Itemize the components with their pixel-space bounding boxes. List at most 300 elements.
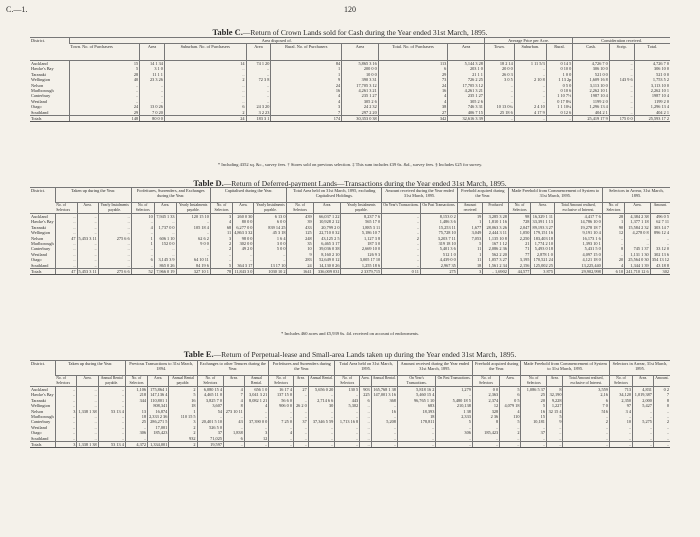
row-district: Southland — [31, 262, 49, 268]
column-header: Area. — [233, 203, 254, 214]
table-cell: 5,656 0 20 — [308, 387, 335, 393]
table-cell: 2 — [210, 241, 232, 246]
table-cell: .. — [653, 430, 670, 435]
totals-label: Totals — [30, 116, 69, 122]
table-cell: 178,811 — [397, 419, 435, 424]
table-cell: .. — [293, 392, 308, 397]
table-d — [30, 187, 670, 275]
total-cell: .. — [244, 442, 269, 448]
column-header: Area. — [77, 376, 98, 387]
table-cell: .. — [98, 252, 131, 257]
table-cell: 2,350 — [609, 398, 632, 403]
table-cell: 16,173 1 6 — [554, 236, 602, 241]
table-cell: 12 — [244, 436, 269, 442]
table-cell: 33 12 0 — [650, 246, 670, 251]
table-cell: .. — [244, 425, 269, 430]
total-cell: 4,372 — [125, 442, 147, 448]
table-cell: 10 0 0 — [342, 72, 379, 77]
district-header: District. — [30, 38, 69, 61]
table-cell: 390 3 31 — [342, 77, 379, 82]
table-cell: 110,801 1 — [148, 398, 169, 403]
table-cell: 3 — [55, 409, 77, 414]
table-cell: 29 — [69, 110, 139, 116]
table-cell: .. — [210, 257, 232, 262]
table-cell: .. — [131, 230, 154, 235]
table-cell: .. — [609, 72, 634, 77]
total-cell: .. — [371, 442, 397, 448]
table-cell: 20,401 5 10 — [197, 419, 223, 424]
column-header: On Past Transactions. — [420, 203, 457, 214]
total-cell: .. — [500, 442, 521, 448]
table-cell: 606 1 10 — [154, 236, 176, 241]
table-cell: .. — [382, 219, 421, 224]
row-district: Taranaki — [31, 397, 46, 403]
table-cell: 0 2 — [653, 387, 670, 393]
table-cell: 10 — [287, 246, 313, 251]
column-header: Annual Rental payable. — [98, 376, 125, 387]
table-cell: .. — [77, 252, 98, 257]
table-cell: 167 1 12 — [483, 241, 509, 246]
table-cell: .. — [436, 392, 473, 397]
column-header: Annual Rental payable. — [169, 376, 197, 387]
table-cell: .. — [563, 414, 609, 419]
table-cell: 303 14 7 — [650, 225, 670, 230]
table-cell: 66,037 1 22 — [313, 214, 341, 220]
table-cell: 187 3 0 — [341, 241, 382, 246]
table-cell: 19 — [457, 214, 482, 220]
table-cell: 906 0 0 — [269, 403, 294, 408]
table-cell: 6 — [500, 392, 521, 397]
column-header: On Year's Transactions. — [382, 203, 421, 214]
table-cell: 15 — [521, 414, 546, 419]
table-cell: 5,275 — [633, 419, 654, 424]
table-cell: .. — [484, 93, 514, 98]
column-header: Area. — [293, 376, 308, 387]
table-cell: .. — [55, 241, 77, 246]
table-cell: 275 6 6 — [98, 236, 131, 241]
table-cell: .. — [246, 88, 271, 93]
row-district: Canterbury — [31, 246, 51, 252]
table-cell: 4,261 3 21 — [342, 88, 379, 93]
table-cell: .. — [308, 414, 335, 419]
table-cell: .. — [650, 241, 670, 246]
table-cell: 2,262 10 1 — [573, 88, 610, 93]
table-cell: 3,607 — [197, 403, 223, 408]
table-cell: .. — [335, 409, 360, 414]
group-header: Amount received during the Year ended 31st March, 1895. — [397, 361, 472, 376]
table-cell: 28,063 3 26 — [483, 225, 509, 230]
table-cell: 17,705 3 12 — [342, 83, 379, 88]
table-cell: 152 0 0 — [154, 241, 176, 246]
table-cell: 68 — [210, 225, 232, 230]
table-cell: 273 10 11 — [224, 409, 245, 414]
table-cell: .. — [55, 403, 77, 408]
table-cell: .. — [308, 430, 335, 435]
column-header: Amount. — [650, 203, 670, 214]
table-cell: 6 — [378, 66, 448, 71]
table-cell: 17,705 3 12 — [448, 83, 485, 88]
table-cell: 8,160 2 10 — [313, 252, 341, 257]
table-cell: 11 — [210, 230, 232, 235]
group-header: Freehold acquired during the Year. — [457, 188, 508, 203]
table-cell: 2 — [653, 419, 670, 424]
table-cell: 105 18 4 — [176, 225, 210, 230]
table-cell: 4 — [378, 93, 448, 98]
total-cell: 342 — [378, 116, 448, 122]
table-cell: .. — [69, 99, 139, 104]
table-cell: 24 — [271, 83, 342, 88]
row-district: Auckland — [31, 214, 48, 219]
table-cell: .. — [514, 83, 546, 88]
table-cell: 1,486 3 6 — [420, 219, 457, 224]
table-cell: .. — [500, 425, 521, 430]
total-cell: 2 — [169, 442, 197, 448]
table-cell: 110 15 5 — [169, 414, 197, 419]
table-cell: 77 — [508, 252, 531, 257]
table-cell: .. — [335, 414, 360, 419]
table-cell: .. — [233, 257, 254, 262]
table-cell: 8 — [224, 403, 245, 408]
row-district: Nelson — [31, 408, 44, 414]
table-cell: 4,465 11 0 — [197, 392, 223, 397]
total-cell: 29,902,998 — [554, 269, 602, 275]
table-cell: .. — [176, 219, 210, 224]
table-cell: 404 2 1 — [634, 110, 670, 116]
table-cell: 6 — [164, 104, 246, 109]
table-cell: 11 — [457, 257, 482, 262]
total-cell: .. — [514, 116, 546, 122]
table-cell: .. — [224, 414, 245, 419]
row-district: Otago — [31, 257, 42, 263]
table-cell: .. — [98, 230, 131, 235]
total-cell: .. — [436, 442, 473, 448]
table-cell: 5 — [69, 66, 139, 71]
table-cell: .. — [382, 241, 421, 246]
table-cell: .. — [55, 230, 77, 235]
table-cell: 8,082 1 21 — [244, 398, 269, 403]
table-cell: 5 — [169, 392, 197, 397]
column-header: No. of Selectors — [287, 203, 313, 214]
column-header: Area — [448, 44, 485, 61]
group-header: District. — [30, 361, 55, 387]
table-cell: 71 — [508, 246, 531, 251]
table-cell: .. — [484, 99, 514, 104]
table-cell: 183,403 18 — [531, 236, 555, 241]
row-district: Auckland — [31, 387, 48, 392]
table-cell: 2 — [382, 236, 421, 241]
table-cell: .. — [360, 430, 372, 435]
table-cell: .. — [77, 436, 98, 442]
column-header: No. of Selectors — [197, 376, 223, 387]
table-cell: 110 — [500, 414, 521, 419]
table-cell: 7 25 0 — [269, 419, 294, 424]
table-cell: 4 — [224, 387, 245, 393]
table-cell: 179,151 16 — [531, 230, 555, 235]
table-cell: 439 — [287, 214, 313, 220]
table-cell: .. — [360, 436, 372, 442]
table-cell: 10,181 — [521, 419, 546, 424]
column-header: No. of Selectors — [55, 376, 77, 387]
table-cell: 24 2 32 — [342, 104, 379, 109]
table-cell: 35 — [287, 241, 313, 246]
table-cell: 7,053 — [457, 236, 482, 241]
table-cell: 98 — [508, 214, 531, 220]
total-cell: 3 — [55, 442, 77, 448]
table-cell: .. — [360, 414, 372, 419]
table-cell: 16,329 1 11 — [532, 214, 553, 219]
table-cell: 1,810 1 16 — [483, 219, 509, 224]
table-cell: 9 — [287, 252, 313, 257]
row-district: Southland — [31, 435, 49, 441]
table-cell: .. — [563, 425, 609, 430]
table-cell: 18 — [397, 414, 435, 419]
table-cell: 84 — [271, 61, 342, 67]
group-header: Selectors in Arrear, 31st March, 1895. — [602, 188, 670, 203]
table-cell: 2 — [169, 387, 197, 393]
total-cell: 32,616 3 39 — [448, 116, 485, 122]
table-cell: .. — [609, 425, 632, 430]
table-cell: .. — [382, 225, 421, 230]
table-cell: 210,138 — [436, 403, 473, 408]
table-cell: 39,036 0 38 — [313, 246, 341, 251]
table-cell: 2,374 — [472, 398, 499, 403]
table-cell: 16 — [371, 409, 397, 414]
table-cell: 5,144 3 28 — [448, 61, 485, 67]
table-cell: 0 17 8¾ — [546, 99, 572, 104]
table-cell: .. — [371, 425, 397, 430]
table-cell: 306 10 0 — [634, 66, 670, 71]
table-cell: 235 1 27 — [448, 93, 485, 98]
table-cell: 839 14 25 — [254, 225, 287, 230]
table-cell: 1 6 4 — [254, 236, 287, 241]
table-cell: .. — [371, 403, 397, 408]
table-cell: .. — [55, 257, 77, 262]
table-cell: .. — [563, 430, 609, 435]
table-cell: 14 — [164, 61, 246, 67]
table-cell: 10 13 0¼ — [484, 104, 514, 109]
total-cell: 5,453 3 11 — [78, 269, 97, 275]
totals-row — [30, 269, 670, 275]
table-cell: 306 10 0 — [573, 66, 610, 71]
row-district: Canterbury — [31, 419, 51, 425]
table-cell: 25 18 6 — [484, 110, 514, 116]
table-cell: 0 14 5 — [546, 61, 572, 67]
table-cell: 13 0 26 — [140, 104, 165, 109]
total-cell: 302 — [650, 269, 670, 275]
table-cell: .. — [609, 93, 634, 98]
table-cell: 21 1 1 — [448, 72, 485, 77]
table-cell: 11 1 1 — [140, 72, 165, 77]
table-cell: 1,135 10 8 — [483, 236, 509, 241]
table-cell: 1 — [271, 72, 342, 77]
column-header: No. of Selectors — [269, 376, 294, 387]
table-cell: .. — [164, 99, 246, 104]
total-cell: 19,597 — [197, 442, 223, 448]
table-cell: 6 13 0 — [254, 214, 287, 220]
table-cell: .. — [98, 425, 125, 430]
column-header: Area — [140, 44, 165, 61]
table-cell: 84 19 6 — [176, 263, 210, 269]
table-cell: 43 — [224, 419, 245, 424]
table-cell: .. — [397, 430, 435, 435]
table-cell: .. — [77, 419, 98, 424]
table-cell: 96,765 1 10 — [397, 398, 435, 403]
table-cell: 25,564 0 30 — [625, 257, 651, 262]
table-cell: 175,864 1 — [148, 387, 169, 393]
table-cell: 4 — [378, 99, 448, 104]
table-cell: 7 — [224, 392, 245, 397]
table-cell: .. — [69, 88, 139, 93]
table-cell: 260 0 30 — [233, 214, 254, 220]
total-cell: .. 1,6902 — [483, 269, 509, 275]
table-cell: .. — [293, 436, 308, 442]
table-cell: 17,001 — [148, 425, 169, 430]
table-cell: .. — [176, 246, 210, 251]
column-header: Area. — [77, 203, 98, 214]
table-cell: .. — [77, 219, 98, 224]
table-cell: .. — [164, 93, 246, 98]
table-cell: 43 18 8 — [650, 263, 670, 269]
table-cell: 28 — [69, 72, 139, 77]
table-c-title — [0, 27, 700, 37]
table-cell: 147,001 3 16 — [371, 392, 397, 397]
group-header: Previous Transactions to 31st March, 1894. — [125, 361, 197, 376]
table-cell: 30 — [308, 403, 335, 408]
table-cell: 1987 10 4 — [634, 93, 670, 98]
column-header: Area. — [625, 203, 651, 214]
table-cell: 726 2 25 — [448, 77, 485, 82]
table-cell: .. — [293, 398, 308, 403]
table-cell: .. — [98, 225, 131, 230]
table-cell: 3 2 23 — [246, 110, 271, 116]
table-cell: .. — [77, 403, 98, 408]
table-cell: .. — [308, 436, 335, 442]
table-cell: 2,714 6 6 — [308, 398, 335, 403]
table-cell: .. — [55, 252, 77, 257]
table-cell: 80 0 0 — [233, 219, 254, 224]
table-cell: .. — [131, 263, 154, 269]
table-cell: 3 0 5 — [484, 77, 514, 82]
row-district: Southland — [31, 109, 49, 115]
table-cell: 18 2 14 — [484, 61, 514, 67]
table-cell: .. — [653, 414, 670, 419]
table-cell: 745 1 37 — [625, 246, 651, 251]
table-cell: 5,460 15 4 — [397, 392, 435, 397]
table-cell: .. — [269, 414, 294, 419]
total-cell: 275 6 6 — [98, 269, 131, 275]
row-district: Wellington — [31, 403, 50, 409]
table-cell: 3,203 7 11 — [420, 236, 457, 241]
table-cell: 865 0 26 — [154, 263, 176, 269]
table-cell: .. — [609, 83, 634, 88]
table-cell: .. — [254, 252, 287, 257]
table-cell: 10,928 2 12 — [313, 219, 341, 224]
table-cell: 43,125 2 5 — [313, 236, 341, 241]
total-cell: .. — [484, 116, 514, 122]
table-cell: 29 — [378, 72, 448, 77]
table-d-title-rest: —Return of Deferred-payment Lands—Transactions during the Year ended 31st March, 1895. — [223, 179, 507, 188]
table-cell: 5,186 10 7 — [341, 230, 382, 235]
table-cell: .. — [154, 230, 176, 235]
table-cell: 1199 2 0 — [573, 99, 610, 104]
table-cell: .. — [382, 214, 421, 220]
table-cell: 4 17 9 — [514, 110, 546, 116]
table-cell: 5,865 3 16 — [342, 61, 379, 67]
table-cell: 71,025 — [197, 436, 223, 442]
column-header: Annual Rental. — [371, 376, 397, 387]
table-cell: 3 4 — [609, 409, 632, 414]
table-cell: 1,393 10 1 — [554, 241, 602, 246]
table-cell: .. — [269, 409, 294, 414]
table-cell: 11 — [457, 246, 482, 251]
table-cell: 53 13 4 — [98, 409, 125, 414]
table-cell: .. — [98, 392, 125, 397]
table-cell: 6 — [563, 398, 609, 403]
column-header: Yearly Instalments payable. — [254, 203, 287, 214]
group-header: Exchanges to other Tenures during the Year. — [197, 361, 269, 376]
total-cell: 1030 10 2 — [254, 269, 287, 275]
table-cell: .. — [131, 219, 154, 224]
table-cell: .. — [514, 72, 546, 77]
table-cell: .. — [246, 93, 271, 98]
table-cell: 746 3 31 — [448, 104, 485, 109]
table-cell: 656 1 0 — [244, 387, 269, 393]
table-cell: 20 0 0 — [484, 66, 514, 71]
table-cell: 4,097 15 0 — [554, 252, 602, 257]
table-cell: .. — [244, 414, 269, 419]
table-cell: .. — [397, 425, 435, 430]
table-cell: .. — [514, 99, 546, 104]
column-header-row — [30, 376, 670, 387]
table-cell: 1 — [457, 252, 482, 257]
total-cell: 30,353 0 38 — [342, 116, 379, 122]
table-cell: 126 9 3 — [341, 252, 382, 257]
table-cell: 1,050 — [508, 230, 531, 235]
table-cell: 2,086 2 36 — [483, 246, 509, 251]
table-cell: 728 — [508, 219, 531, 224]
table-cell: 248 — [287, 236, 313, 241]
column-header: On Past Transactions. — [436, 376, 473, 387]
table-cell: 302 0 0 — [233, 241, 254, 246]
table-cell: 5,818 16 2 — [397, 387, 435, 393]
total-cell: 174 — [271, 116, 342, 122]
table-cell: 4 — [210, 219, 232, 224]
total-cell: .. — [609, 442, 632, 448]
table-cell: 15 — [69, 61, 139, 67]
group-header: Amount received during the Year ended 31st March, 1895. — [382, 188, 458, 203]
table-cell: 4 — [271, 93, 342, 98]
table-cell: 4,863 3 32 — [234, 230, 253, 236]
table-cell: 0 0 — [472, 387, 499, 393]
table-cell: .. — [293, 414, 308, 419]
total-cell: 327 10 1 — [176, 269, 210, 275]
table-cell: 12 — [602, 230, 624, 235]
table-cell: 4,831 — [633, 387, 654, 393]
column-header: No. of Selectors — [602, 203, 624, 214]
table-cell: .. — [514, 93, 546, 98]
table-cell: 37 — [197, 430, 223, 435]
table-cell: 6 — [131, 257, 154, 262]
table-cell: 8,153 0 2 — [420, 214, 457, 220]
table-cell: 5,401 3 6 — [420, 246, 457, 251]
table-cell: 32,190 — [546, 392, 563, 397]
table-cell: 3,145 3 9 — [154, 257, 176, 262]
table-cell: 1 13 2p — [546, 77, 572, 82]
table-cell: .. — [98, 263, 131, 269]
table-cell: 3,285 3 28 — [483, 214, 509, 220]
table-cell: .. — [55, 414, 77, 419]
column-header: No. of Selectors — [508, 203, 531, 214]
